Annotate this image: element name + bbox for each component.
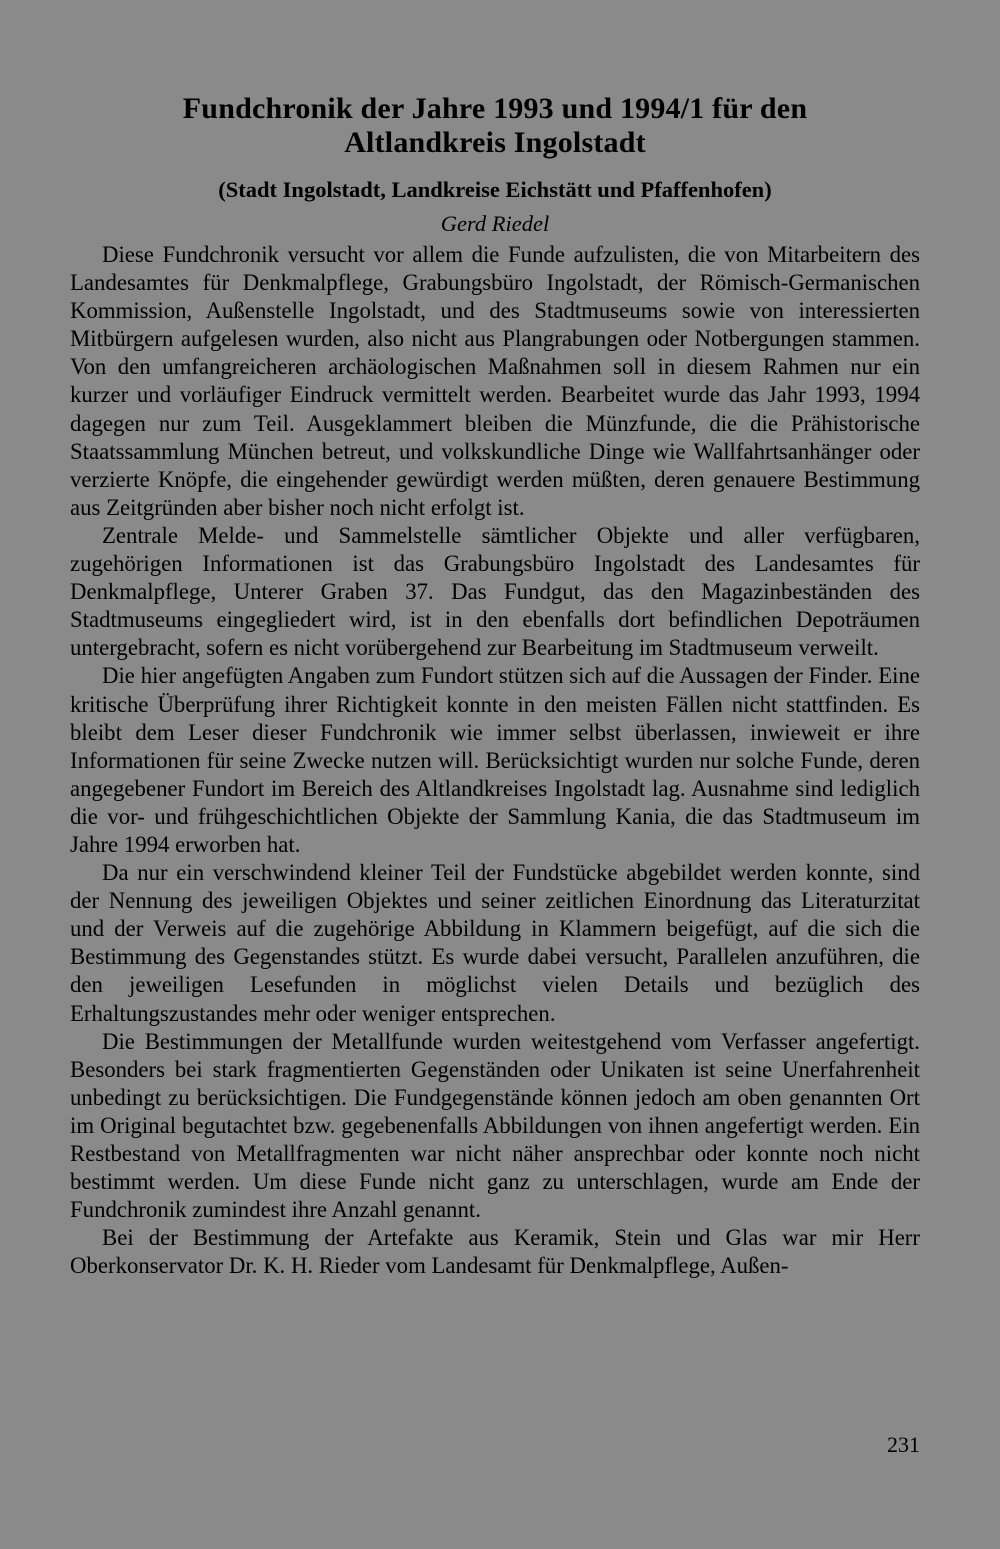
paragraph-1: Diese Fundchronik versucht vor allem die Funde aufzulisten, die von Mitarbeitern des Landesamtes für Denkmalpflege, Grabungsbüro Ingolstadt, der Römisch-Germanischen Kommission, Außenstelle Ingolstadt, und des Stadtmuseums sowie von interessierten Mitbürgern aufgelesen wurden, also nicht aus Plangrabungen oder Notbergungen stammen. Von den umfangreicheren archäologischen Maßnahmen soll in diesem Rahmen nur ein kurzer und vorläufiger Eindruck vermittelt werden. Bearbeitet wurde das Jahr 1993, 1994 dagegen nur zum Teil. Ausgeklammert bleiben die Münzfunde, die die Prähistorische Staatssammlung München betreut, und volkskundliche Dinge wie Wallfahrtsanhänger oder verzierte Knöpfe, die eingehender gewürdigt werden müßten, deren genauere Bestimmung aus Zeitgründen aber bisher noch nicht erfolgt ist. xyxy=(70,242,920,520)
paragraph-5: Die Bestimmungen der Metallfunde wurden weitestgehend vom Verfasser angefertigt. Besonders bei stark fragmentierten Gegenständen oder Unikaten ist seine Unerfahrenheit unbedingt zu berücksichtigen. Die Fundgegenstände können jedoch am oben genannten Ort im Original begutachtet bzw. gegebenenfalls Abbildungen von ihnen angefertigt werden. Ein Restbestand von Metallfragmenten war nicht näher ansprechbar oder konnte noch nicht bestimmt werden. Um diese Funde nicht ganz zu unterschlagen, wurde am Ende der Fundchronik zumindest ihre Anzahl genannt. xyxy=(70,1028,920,1223)
title-line-1: Fundchronik der Jahre 1993 und 1994/1 für den xyxy=(182,92,808,125)
title-line-2: Altlandkreis Ingolstadt xyxy=(344,126,646,159)
article xyxy=(70,92,920,1280)
author-name: Gerd Riedel xyxy=(440,211,550,236)
article-body xyxy=(70,241,920,1280)
paragraph-6: Bei der Bestimmung der Artefakte aus Keramik, Stein und Glas war mir Herr Oberkonservator Dr. K. H. Rieder vom Landesamt für Denkmalpflege, Außen- xyxy=(70,1225,920,1279)
paragraph-2: Zentrale Melde- und Sammelstelle sämtlicher Objekte und aller verfügbaren, zugehörigen Informationen ist das Grabungsbüro Ingolstadt des Landesamtes für Denkmalpflege, Unterer Graben 37. Das Fundgut, das den Magazinbeständen des Stadtmuseums eingegliedert wird, ist in den ebenfalls dort befindlichen Depoträumen untergebracht, sofern es nicht vorübergehend zur Bearbeitung im Stadtmuseum verweilt. xyxy=(70,522,920,661)
paragraph-4: Da nur ein verschwindend kleiner Teil der Fundstücke abgebildet werden konnte, sind der Nennung des jeweiligen Objektes und seiner zeitlichen Einordnung das Literaturzitat und der Verweis auf die zugehörige Abbildung in Klammern beigefügt, auf die sich die Bestimmung des Gegenstandes stützt. Es wurde dabei versucht, Parallelen anzuführen, die den jeweiligen Lesefunden in möglichst vielen Details und bezüglich des Erhaltungszustandes mehr oder weniger entsprechen. xyxy=(70,860,920,1026)
article-title xyxy=(70,92,920,160)
page-number: 231 xyxy=(887,1432,920,1457)
article-subtitle: (Stadt Ingolstadt, Landkreise Eichstätt und Pfaffenhofen) xyxy=(218,177,772,202)
paragraph-3: Die hier angefügten Angaben zum Fundort stützen sich auf die Aussagen der Finder. Eine kritische Überprüfung ihrer Richtigkeit konnte in den meisten Fällen nicht stattfinden. Es bleibt dem Leser dieser Fundchronik wie immer selbst überlassen, inwieweit er ihre Informationen für seine Zwecke nutzen will. Berücksichtigt wurden nur solche Funde, deren angegebener Fundort im Bereich des Altlandkreises Ingolstadt lag. Ausnahme sind lediglich die vor- und frühgeschichtlichen Objekte der Sammlung Kania, die das Stadtmuseum im Jahre 1994 erworben hat. xyxy=(70,663,920,857)
